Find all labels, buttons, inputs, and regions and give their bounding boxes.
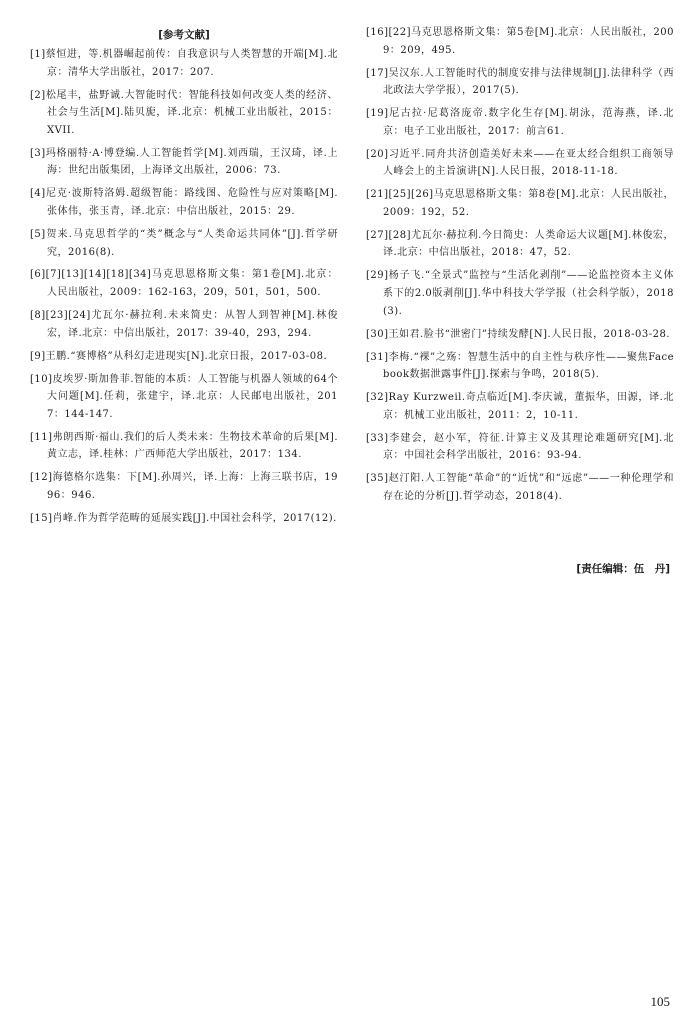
reference-entry: [4]尼克·波斯特洛姆.超级智能：路线图、危险性与应对策略[M].张体伟，张玉青，译.北京：中信出版社，2015：29. [30, 188, 338, 217]
reference-entry: [35]赵汀阳.人工智能“革命”的“近忧”和“远虑”——一种伦理学和存在论的分析[J].哲学动态，2018(4). [366, 473, 674, 502]
reference-list-right [366, 24, 674, 506]
reference-entry: [17]吴汉东.人工智能时代的制度安排与法律规制[J].法律科学（西北政法大学学报），2017(5). [366, 67, 674, 97]
reference-entry: [3]玛格丽特·A·博登编.人工智能哲学[M].刘西瑞，王汉琦，译.上海：世纪出版集团，上海译文出版社，2006：73. [30, 147, 338, 177]
reference-entry: [33]李建会，赵小军，符征.计算主义及其理论难题研究[M].北京：中国社会科学出版社，2016：93-94. [366, 432, 674, 462]
reference-entry: [2]松尾丰，盐野诚.大智能时代：智能科技如何改变人类的经济、社会与生活[M].陆贝旎，译.北京：机械工业出版社，2015：XVII. [30, 89, 338, 136]
reference-entry: [10]皮埃罗·斯加鲁菲.智能的本质：人工智能与机器人领域的64个大问题[M].任莉，张建宇，译.北京：人民邮电出版社，2017：144-147. [30, 373, 338, 420]
references-right-column [366, 24, 674, 511]
reference-entry: [32]Ray Kurzweil.奇点临近[M].李庆诚，董振华，田源，译.北京：机械工业出版社，2011：2，10-11. [366, 392, 674, 421]
references-heading: [参考文献] [158, 29, 210, 41]
reference-entry: [16][22]马克思恩格斯文集：第5卷[M].北京：人民出版社，2009：209，495. [366, 27, 674, 56]
reference-entry: [21][25][26]马克思恩格斯文集：第8卷[M].北京：人民出版社，2009：192，52. [366, 189, 674, 218]
reference-entry: [27][28]尤瓦尔·赫拉利.今日简史：人类命运大议题[M].林俊宏，译.北京：中信出版社，2018：47，52. [366, 229, 674, 259]
reference-list-left [30, 46, 338, 528]
reference-entry: [5]贺来.马克思哲学的“类”概念与“人类命运共同体”[J].哲学研究，2016(8). [30, 228, 338, 258]
reference-entry: [30]王如君.脸书“泄密门”持续发酵[N].人民日报，2018-03-28. [366, 328, 670, 340]
reference-entry: [6][7][13][14][18][34]马克思恩格斯文集：第1卷[M].北京：人民出版社，2009：162-163，209，501，501，500. [30, 269, 338, 299]
page-number: 105 [650, 994, 670, 1009]
reference-entry: [19]尼古拉·尼葛洛庞帝.数字化生存[M].胡泳，范海燕，译.北京：电子工业出版社，2017：前言61. [366, 108, 674, 137]
reference-entry: [15]肖峰.作为哲学范畴的延展实践[J].中国社会科学，2017(12). [30, 512, 337, 524]
responsible-editor: [责任编辑：伍 丹] [576, 563, 670, 575]
reference-entry: [11]弗朗西斯·福山.我们的后人类未来：生物技术革命的后果[M].黄立志，译.桂林：广西师范大学出版社，2017：134. [30, 431, 338, 461]
reference-entry: [8][23][24]尤瓦尔·赫拉利.未来简史：从智人到智神[M].林俊宏，译.北京：中信出版社，2017：39-40，293，294. [30, 310, 338, 339]
reference-entry: [29]杨子飞.“全景式”监控与“生活化剥削”——论监控资本主义体系下的2.0版剥削[J].华中科技大学学报（社会科学版），2018(3). [366, 270, 674, 317]
reference-entry: [31]李梅.“裸”之殇：智慧生活中的自主性与秩序性——聚焦Facebook数据泄露事件[J].探索与争鸣，2018(5). [366, 351, 674, 381]
references-left-column [30, 24, 338, 533]
reference-entry: [12]海德格尔选集：下[M].孙周兴，译.上海：上海三联书店，1996：946. [30, 472, 338, 501]
reference-entry: [20]习近平.同舟共济创造美好未来——在亚太经合组织工商领导人峰会上的主旨演讲[N].人民日报，2018-11-18. [366, 148, 674, 178]
reference-entry: [9]王鹏.“赛博格”从科幻走进现实[N].北京日报，2017-03-08. [30, 350, 328, 362]
reference-entry: [1]蔡恒进，等.机器崛起前传：自我意识与人类智慧的开端[M].北京：清华大学出版社，2017：207. [30, 49, 338, 78]
